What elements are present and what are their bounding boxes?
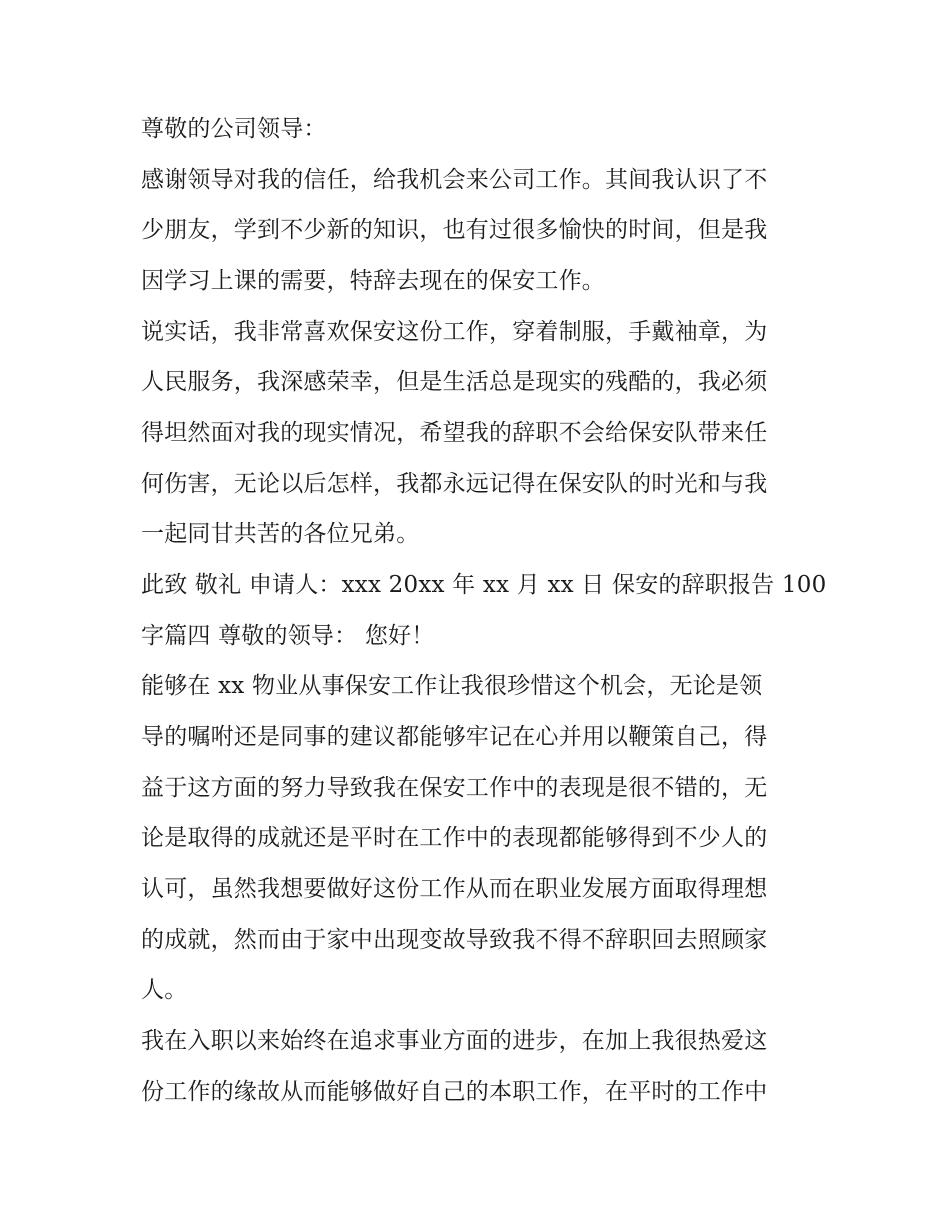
- paragraph-line: 导的嘱咐还是同事的建议都能够牢记在心并用以鞭策自己，得: [141, 724, 768, 750]
- paragraph-line: 认可，虽然我想要做好这份工作从而在职业发展方面取得理想: [141, 876, 768, 902]
- paragraph-line: 我在入职以来始终在追求事业方面的进步，在加上我很热爱这: [141, 1028, 768, 1054]
- paragraph-line: 得坦然面对我的现实情况，希望我的辞职不会给保安队带来任: [141, 420, 768, 446]
- paragraph-line: 因学习上课的需要，特辞去现在的保安工作。: [141, 268, 605, 294]
- paragraph-line: 人。: [141, 977, 188, 1003]
- paragraph-line: 益于这方面的努力导致我在保安工作中的表现是很不错的，无: [141, 775, 768, 801]
- paragraph-line: 一起同甘共苦的各位兄弟。: [141, 521, 420, 547]
- closing-line: 字篇四 尊敬的领导： 您好！: [141, 623, 435, 649]
- paragraph-line: 少朋友，学到不少新的知识，也有过很多愉快的时间，但是我: [141, 217, 768, 243]
- paragraph-line: 能够在 xx 物业从事保安工作让我很珍惜这个机会，无论是领: [141, 673, 763, 699]
- paragraph-line: 人民服务，我深感荣幸，但是生活总是现实的残酷的，我必须: [141, 369, 768, 395]
- paragraph-line: 何伤害，无论以后怎样，我都永远记得在保安队的时光和与我: [141, 471, 768, 497]
- paragraph-line: 感谢领导对我的信任，给我机会来公司工作。其间我认识了不: [141, 167, 768, 193]
- salutation-line: 尊敬的公司领导：: [141, 116, 327, 142]
- paragraph-line: 说实话，我非常喜欢保安这份工作，穿着制服，手戴袖章，为: [141, 319, 768, 345]
- paragraph-line: 论是取得的成就还是平时在工作中的表现都能够得到不少人的: [141, 825, 768, 851]
- paragraph-line: 份工作的缘故从而能够做好自己的本职工作，在平时的工作中: [141, 1079, 768, 1105]
- paragraph-line: 的成就，然而由于家中出现变故导致我不得不辞职回去照顾家: [141, 927, 768, 953]
- closing-line: 此致 敬礼 申请人：xxx 20xx 年 xx 月 xx 日 保安的辞职报告 100: [141, 572, 827, 598]
